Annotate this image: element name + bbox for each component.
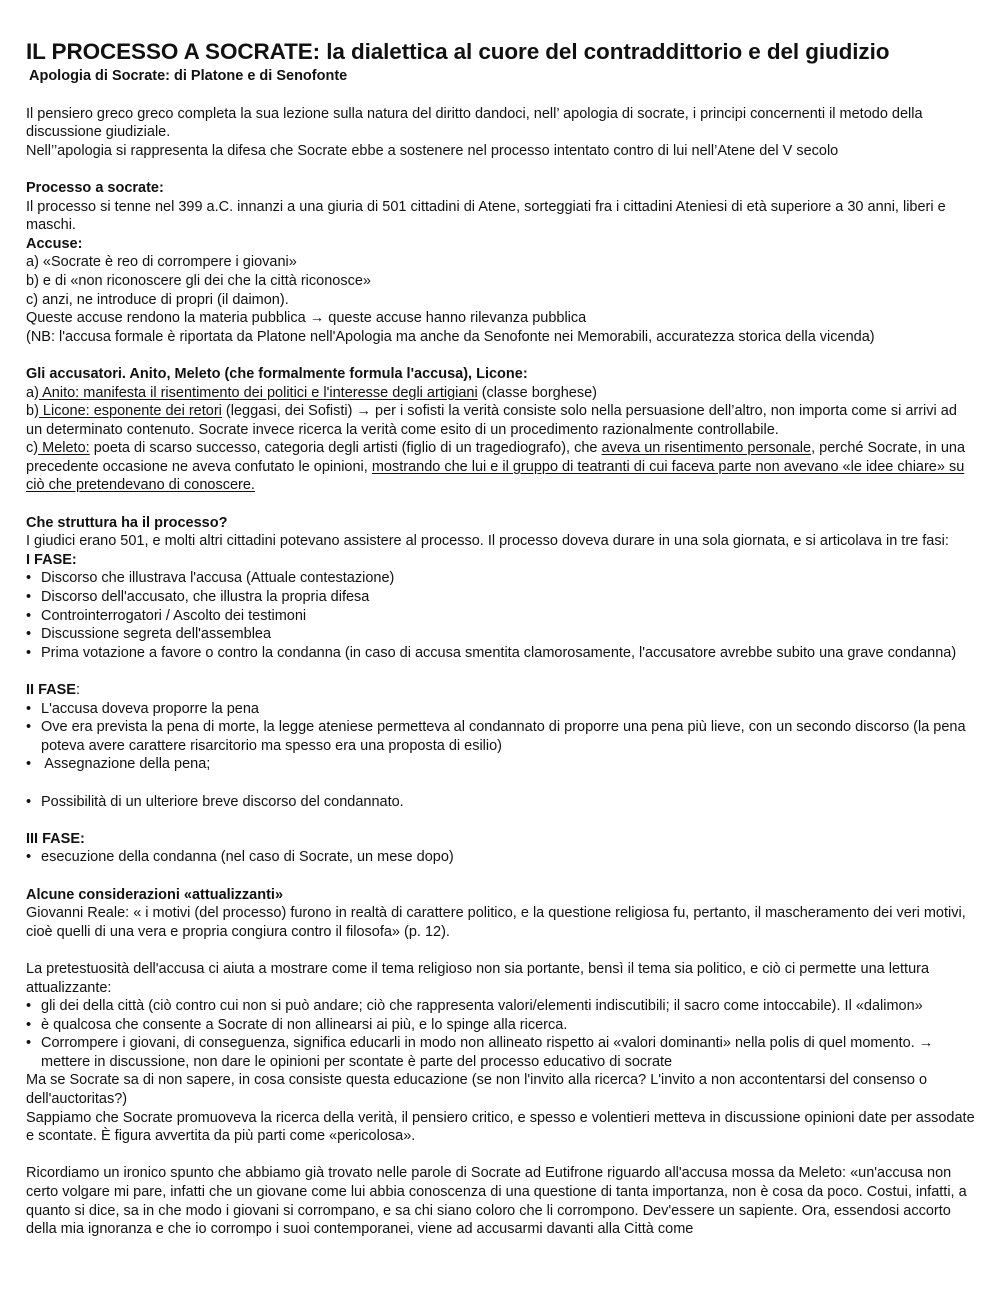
list-item: • Controinterrogatori / Ascolto dei testimoni: [26, 607, 976, 626]
fase-heading: I FASE:: [26, 551, 77, 568]
struttura-text: I giudici erano 501, e molti altri cittadini potevano assistere al processo. Il processo doveva durare in una sola giornata, e si articolava in tre fasi:: [26, 533, 949, 550]
list-item: • Discorso dell'accusato, che illustra la propria difesa: [26, 588, 976, 607]
accusatore-prefix: c): [26, 440, 39, 457]
list-item: • Prima votazione a favore o contro la condanna (in caso di accusa smentita clamorosamente, l'accusatore avrebbe subito una grave condanna): [26, 644, 976, 663]
accusatore-text: (classe borghese): [477, 384, 597, 401]
intro-paragraph: Nell’’apologia si rappresenta la difesa che Socrate ebbe a sostenere nel processo intentato contro di lui nell’Atene del V secolo: [26, 142, 839, 159]
list-item: • Ove era prevista la pena di morte, la legge ateniese permetteva al condannato di proporre una pena più lieve, con un secondo discorso (la pena poteva avere carattere risarcitorio ma spesso era una proposta di esilio): [26, 718, 976, 755]
list-item: • esecuzione della condanna (nel caso di Socrate, un mese dopo): [26, 848, 976, 867]
accusa-item: Queste accuse rendono la materia pubblica → queste accuse hanno rilevanza pubblica: [26, 310, 587, 327]
fase1-list: [26, 569, 976, 662]
list-item: • Discorso che illustrava l'accusa (Attuale contestazione): [26, 569, 976, 588]
list-item: • Corrompere i giovani, di conseguenza, significa educarli in modo non allineato rispetto ai «valori dominanti» nella polis di quel momento. → mettere in discussione, non dare le opinioni per scontate è parte del processo educativo di socrate: [26, 1034, 976, 1071]
accusa-item: a) «Socrate è reo di corrompere i giovani»: [26, 254, 297, 271]
list-item: • Possibilità di un ulteriore breve discorso del condannato.: [26, 793, 976, 812]
fase-heading-colon: :: [75, 682, 80, 698]
reale-quote: Giovanni Reale: « i motivi (del processo) furono in realtà di carattere politico, e la questione religiosa fu, pertanto, il mascheramento dei veri motivi, cioè quelli di una vera e propria congiura contro il filosofa» (p. 12).: [26, 905, 966, 940]
fase2-list: [26, 700, 976, 774]
pretestuosita-paragraph: La pretestuosità dell'accusa ci aiuta a mostrare come il tema religioso non sia portante, bensì il tema sia politico, e ciò ci permette una lettura attualizzante:: [26, 960, 930, 996]
document-subtitle: Apologia di Socrate: di Platone e di Senofonte: [29, 68, 348, 84]
accusatore-meleto: [26, 439, 976, 495]
section-heading-accusatori: Gli accusatori. Anito, Meleto (che formalmente formula l'accusa), Licone:: [26, 365, 528, 382]
section-heading-struttura: Che struttura ha il processo?: [26, 514, 228, 531]
accusatore-underlined: Meleto:: [38, 440, 90, 457]
processo-text: Il processo si tenne nel 399 a.C. innanzi a una giuria di 501 cittadini di Atene, sorteggiati fra i cittadini Ateniesi di età superiore a 30 anni, liberi e maschi.: [26, 198, 946, 234]
educazione-paragraph: Ma se Socrate sa di non sapere, in cosa consiste questa educazione (se non l'invito alla ricerca? L'invito a non accontentarsi del consenso o dell'auctoritas?): [26, 1072, 928, 1108]
accusatore-text: , perché Socrate, in una precedente occasione ne aveva confutato le opinioni,: [26, 440, 966, 475]
accusatore-prefix: a): [26, 384, 39, 401]
accusa-item: c) anzi, ne introduce di propri (il daimon).: [26, 291, 289, 308]
accusa-item: b) e di «non riconoscere gli dei che la città riconosce»: [26, 272, 371, 289]
accusatore-underlined: mostrando che lui e il gruppo di teatranti di cui faceva parte non avevano «le idee chiare» su ciò che pretendevano di conoscere.: [26, 458, 965, 494]
list-item: • gli dei della città (ciò contro cui non si può andare; ciò che rappresenta valori/elementi indiscutibili; il sacro come intoccabile). Il «dalimon»: [26, 997, 976, 1016]
accusatore-text: (leggasi, dei Sofisti) → per i sofisti la verità consiste solo nella persuasione dell’altro, non importa come si arrivi ad un determinato contenuto. Socrate invece ricerca la verità come esito di un procedimento razionalmente controllabile.: [26, 403, 957, 438]
section-heading-considerazioni: Alcune considerazioni «attualizzanti»: [26, 886, 284, 903]
accusatore-underlined: aveva un risentimento personale: [601, 440, 812, 457]
document-page: [26, 38, 976, 1239]
accusatore-text: poeta di scarso successo, categoria degli artisti (figlio di un tragediografo), che: [89, 440, 602, 457]
ricordiamo-paragraph: Ricordiamo un ironico spunto che abbiamo già trovato nelle parole di Socrate ad Eutifrone riguardo all'accusa mossa da Meleto: «un'accusa non certo volgare mi pare, infatti che un giovane come lui abbia conoscenza di una questione di tanta importanza, non è cosa da poco. Costui, infatti, a quanto si dice, sa in che modo i giovani si corrompano, e sa chi siano coloro che li corrompono. Dev'essere un sapiente. Ora, essendosi accorto della mia ignoranza e che io corrompo i suoi contemporanei, viene ad accusarmi davanti alla Città come: [26, 1165, 967, 1238]
considerazioni-list: [26, 997, 976, 1071]
fase-heading: [26, 681, 976, 700]
accusatore-underlined: Anito: manifesta il risentimento dei politici e l'interesse degli artigiani: [38, 384, 478, 401]
section-heading-accuse: Accuse:: [26, 235, 83, 252]
accusatore-anito: [26, 384, 976, 403]
accusatore-licone: [26, 402, 976, 439]
fase-heading: III FASE:: [26, 830, 85, 847]
list-item: • Discussione segreta dell'assemblea: [26, 625, 976, 644]
accusatore-underlined: Licone: esponente dei retori: [38, 403, 222, 420]
section-heading-processo: Processo a socrate:: [26, 179, 164, 196]
document-title: IL PROCESSO A SOCRATE: la dialettica al cuore del contraddittorio e del giudizio: [26, 39, 890, 64]
accusatore-prefix: b): [26, 403, 39, 420]
fase-heading-label: II FASE: [26, 682, 76, 698]
fase3-list: [26, 848, 976, 867]
accusa-item: (NB: l'accusa formale è riportata da Platone nell'Apologia ma anche da Senofonte nei Memorabili, accuratezza storica della vicenda): [26, 328, 875, 345]
intro-paragraph: Il pensiero greco greco completa la sua lezione sulla natura del diritto dandoci, nell’ apologia di socrate, i principi concernenti il metodo della discussione giudiziale.: [26, 105, 923, 141]
list-item: • Assegnazione della pena;: [26, 755, 976, 774]
list-item: • è qualcosa che consente a Socrate di non allinearsi ai più, e lo spinge alla ricerca.: [26, 1016, 976, 1035]
list-item: • L'accusa doveva proporre la pena: [26, 700, 976, 719]
fase2-extra-list: [26, 793, 976, 812]
sappiamo-paragraph: Sappiamo che Socrate promuoveva la ricerca della verità, il pensiero critico, e spesso e volentieri metteva in discussione opinioni date per assodate e scontate. È figura avvertita da più parti come «pericolosa».: [26, 1109, 975, 1145]
